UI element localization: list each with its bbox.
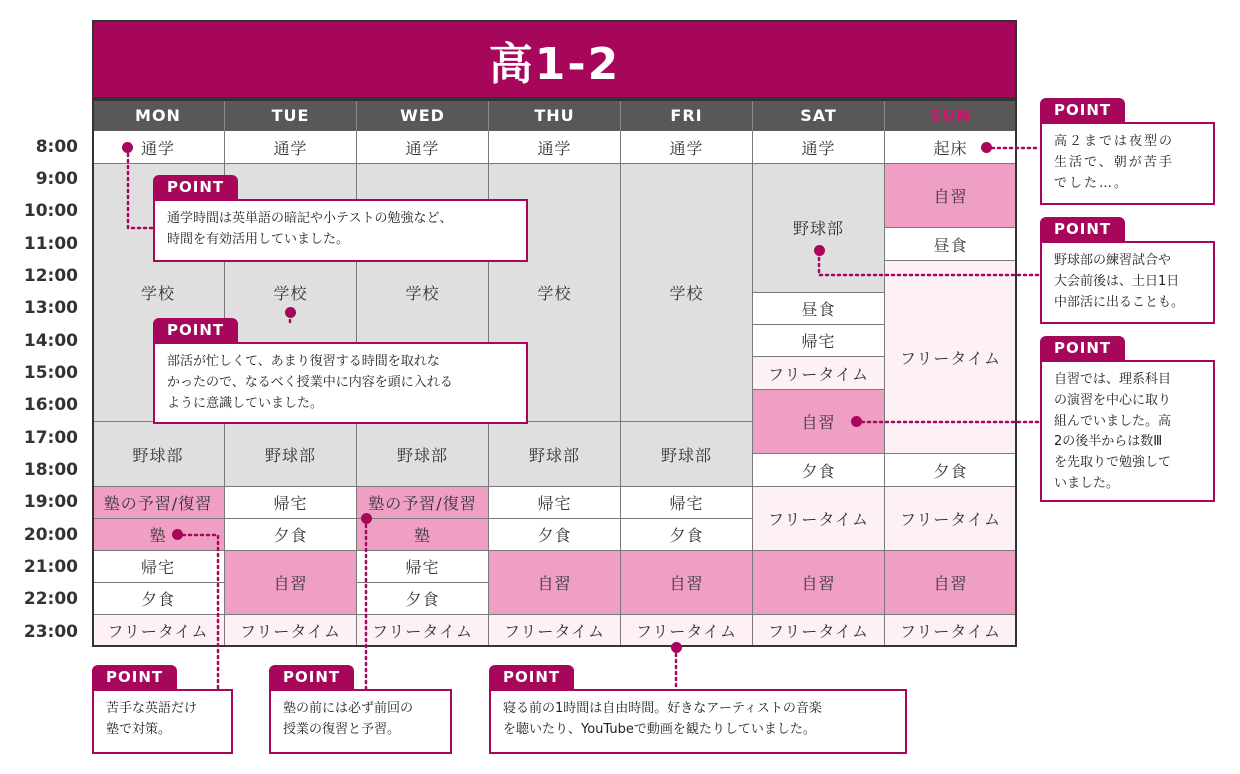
time-label: 17:00 bbox=[23, 428, 78, 448]
day-header-tue: TUE bbox=[225, 99, 357, 131]
slot-sun-lunch: 昼食 bbox=[885, 228, 1017, 261]
slot-sat-free-night: フリータイム bbox=[753, 615, 885, 647]
point-text: 塾の前には必ず前回の 授業の復習と予習。 bbox=[269, 689, 452, 754]
slot-mon-free: フリータイム bbox=[92, 615, 225, 647]
slot-mon-home: 帰宅 bbox=[92, 551, 225, 583]
slot-tue-dinner: 夕食 bbox=[225, 519, 357, 551]
slot-mon-baseball: 野球部 bbox=[92, 422, 225, 487]
point-text: 野球部の練習試合や 大会前後は、土日1日 中部活に出ることも。 bbox=[1040, 241, 1215, 324]
point-callout-school bbox=[153, 318, 528, 424]
point-text: 高２までは夜型の 生活で、朝が苦手 でした…。 bbox=[1040, 122, 1215, 205]
slot-wed-cram-prep: 塾の予習/復習 bbox=[357, 487, 489, 519]
slot-sun-selfstudy: 自習 bbox=[885, 164, 1017, 228]
day-header-sun: SUN bbox=[885, 99, 1017, 131]
point-text: 部活が忙しくて、あまり復習する時間を取れな かったので、なるべく授業中に内容を頭に入れる ように意識していました。 bbox=[153, 342, 528, 424]
slot-sat-home: 帰宅 bbox=[753, 325, 885, 357]
slot-thu-free: フリータイム bbox=[489, 615, 621, 647]
slot-mon-cram-prep: 塾の予習/復習 bbox=[92, 487, 225, 519]
point-callout-commute bbox=[153, 175, 528, 262]
slot-sun-selfstudy-night: 自習 bbox=[885, 551, 1017, 615]
day-header-thu: THU bbox=[489, 99, 621, 131]
slot-tue-commute: 通学 bbox=[225, 131, 357, 164]
time-label: 13:00 bbox=[23, 298, 78, 318]
slot-sat-baseball: 野球部 bbox=[753, 164, 885, 293]
point-tag: POINT bbox=[92, 665, 177, 689]
slot-thu-baseball: 野球部 bbox=[489, 422, 621, 487]
slot-tue-selfstudy: 自習 bbox=[225, 551, 357, 615]
slot-mon-cram: 塾 bbox=[92, 519, 225, 551]
slot-tue-home: 帰宅 bbox=[225, 487, 357, 519]
slot-fri-dinner: 夕食 bbox=[621, 519, 753, 551]
time-label: 9:00 bbox=[35, 169, 78, 189]
slot-tue-free: フリータイム bbox=[225, 615, 357, 647]
slot-fri-commute: 通学 bbox=[621, 131, 753, 164]
slot-wed-school: 学校 bbox=[357, 164, 489, 422]
slot-sat-dinner: 夕食 bbox=[753, 454, 885, 487]
point-text: 寝る前の1時間は自由時間。好きなアーティストの音楽 を聴いたり、YouTubeで動画を観たりしていました。 bbox=[489, 689, 907, 754]
slot-tue-baseball: 野球部 bbox=[225, 422, 357, 487]
time-label: 15:00 bbox=[23, 363, 78, 383]
marker-dot bbox=[981, 142, 992, 153]
slot-thu-selfstudy: 自習 bbox=[489, 551, 621, 615]
point-tag: POINT bbox=[489, 665, 574, 689]
point-callout-english-cram bbox=[92, 665, 233, 754]
slot-thu-school: 学校 bbox=[489, 164, 621, 422]
slot-fri-home: 帰宅 bbox=[621, 487, 753, 519]
slot-sun-free-night: フリータイム bbox=[885, 615, 1017, 647]
slot-sat-lunch: 昼食 bbox=[753, 293, 885, 325]
time-label: 18:00 bbox=[23, 460, 78, 480]
point-tag: POINT bbox=[1040, 217, 1125, 241]
slot-mon-dinner: 夕食 bbox=[92, 583, 225, 615]
time-label: 12:00 bbox=[23, 266, 78, 286]
slot-mon-commute: 通学 bbox=[92, 131, 225, 164]
marker-dot bbox=[814, 245, 825, 256]
time-label: 23:00 bbox=[23, 622, 78, 642]
slot-fri-baseball: 野球部 bbox=[621, 422, 753, 487]
slot-sun-free: フリータイム bbox=[885, 261, 1017, 454]
marker-dot bbox=[851, 416, 862, 427]
time-label: 11:00 bbox=[23, 234, 78, 254]
slot-wed-baseball: 野球部 bbox=[357, 422, 489, 487]
point-callout-night-owl bbox=[1040, 98, 1215, 205]
marker-dot bbox=[122, 142, 133, 153]
slot-mon-school: 学校 bbox=[92, 164, 225, 422]
slot-fri-school: 学校 bbox=[621, 164, 753, 422]
slot-tue-school: 学校 bbox=[225, 164, 357, 422]
slot-fri-free: フリータイム bbox=[621, 615, 753, 647]
slot-fri-selfstudy: 自習 bbox=[621, 551, 753, 615]
time-label: 19:00 bbox=[23, 492, 78, 512]
slot-thu-dinner: 夕食 bbox=[489, 519, 621, 551]
point-callout-cram-review bbox=[269, 665, 452, 754]
slot-wed-dinner: 夕食 bbox=[357, 583, 489, 615]
time-label: 14:00 bbox=[23, 331, 78, 351]
slot-sun-free-evening: フリータイム bbox=[885, 487, 1017, 551]
slot-sun-wakeup: 起床 bbox=[885, 131, 1017, 164]
time-label: 8:00 bbox=[35, 137, 78, 157]
page-title: 高1-2 bbox=[92, 20, 1017, 99]
slot-wed-home: 帰宅 bbox=[357, 551, 489, 583]
time-label: 22:00 bbox=[23, 589, 78, 609]
point-callout-baseball-weekend bbox=[1040, 217, 1215, 324]
slot-sat-free-evening: フリータイム bbox=[753, 487, 885, 551]
point-callout-free-time bbox=[489, 665, 907, 754]
point-tag: POINT bbox=[1040, 336, 1125, 360]
slot-wed-cram: 塾 bbox=[357, 519, 489, 551]
point-tag: POINT bbox=[269, 665, 354, 689]
day-header-sat: SAT bbox=[753, 99, 885, 131]
marker-dot bbox=[361, 513, 372, 524]
point-text: 自習では、理系科目 の演習を中心に取り 組んでいました。高 2の後半からは数Ⅲ を先取りで勉強して いました。 bbox=[1040, 360, 1215, 502]
connector-line-commute bbox=[128, 148, 153, 228]
point-tag: POINT bbox=[153, 318, 238, 342]
point-text: 通学時間は英単語の暗記や小テストの勉強など、 時間を有効活用していました。 bbox=[153, 199, 528, 262]
marker-dot bbox=[671, 642, 682, 653]
day-header-wed: WED bbox=[357, 99, 489, 131]
marker-dot bbox=[285, 307, 296, 318]
slot-sun-dinner: 夕食 bbox=[885, 454, 1017, 487]
slot-sat-selfstudy: 自習 bbox=[753, 390, 885, 454]
time-label: 10:00 bbox=[23, 201, 78, 221]
slot-wed-free: フリータイム bbox=[357, 615, 489, 647]
slot-wed-commute: 通学 bbox=[357, 131, 489, 164]
time-label: 16:00 bbox=[23, 395, 78, 415]
slot-sat-selfstudy-night: 自習 bbox=[753, 551, 885, 615]
point-tag: POINT bbox=[153, 175, 238, 199]
day-header-mon: MON bbox=[92, 99, 225, 131]
time-label: 20:00 bbox=[23, 525, 78, 545]
slot-sat-free: フリータイム bbox=[753, 357, 885, 390]
marker-dot bbox=[172, 529, 183, 540]
slot-thu-commute: 通学 bbox=[489, 131, 621, 164]
connector-line-baseball-weekend bbox=[819, 252, 1040, 275]
slot-sat-commute: 通学 bbox=[753, 131, 885, 164]
day-header-fri: FRI bbox=[621, 99, 753, 131]
point-tag: POINT bbox=[1040, 98, 1125, 122]
slot-thu-home: 帰宅 bbox=[489, 487, 621, 519]
point-callout-selfstudy bbox=[1040, 336, 1215, 502]
time-label: 21:00 bbox=[23, 557, 78, 577]
point-text: 苦手な英語だけ 塾で対策。 bbox=[92, 689, 233, 754]
